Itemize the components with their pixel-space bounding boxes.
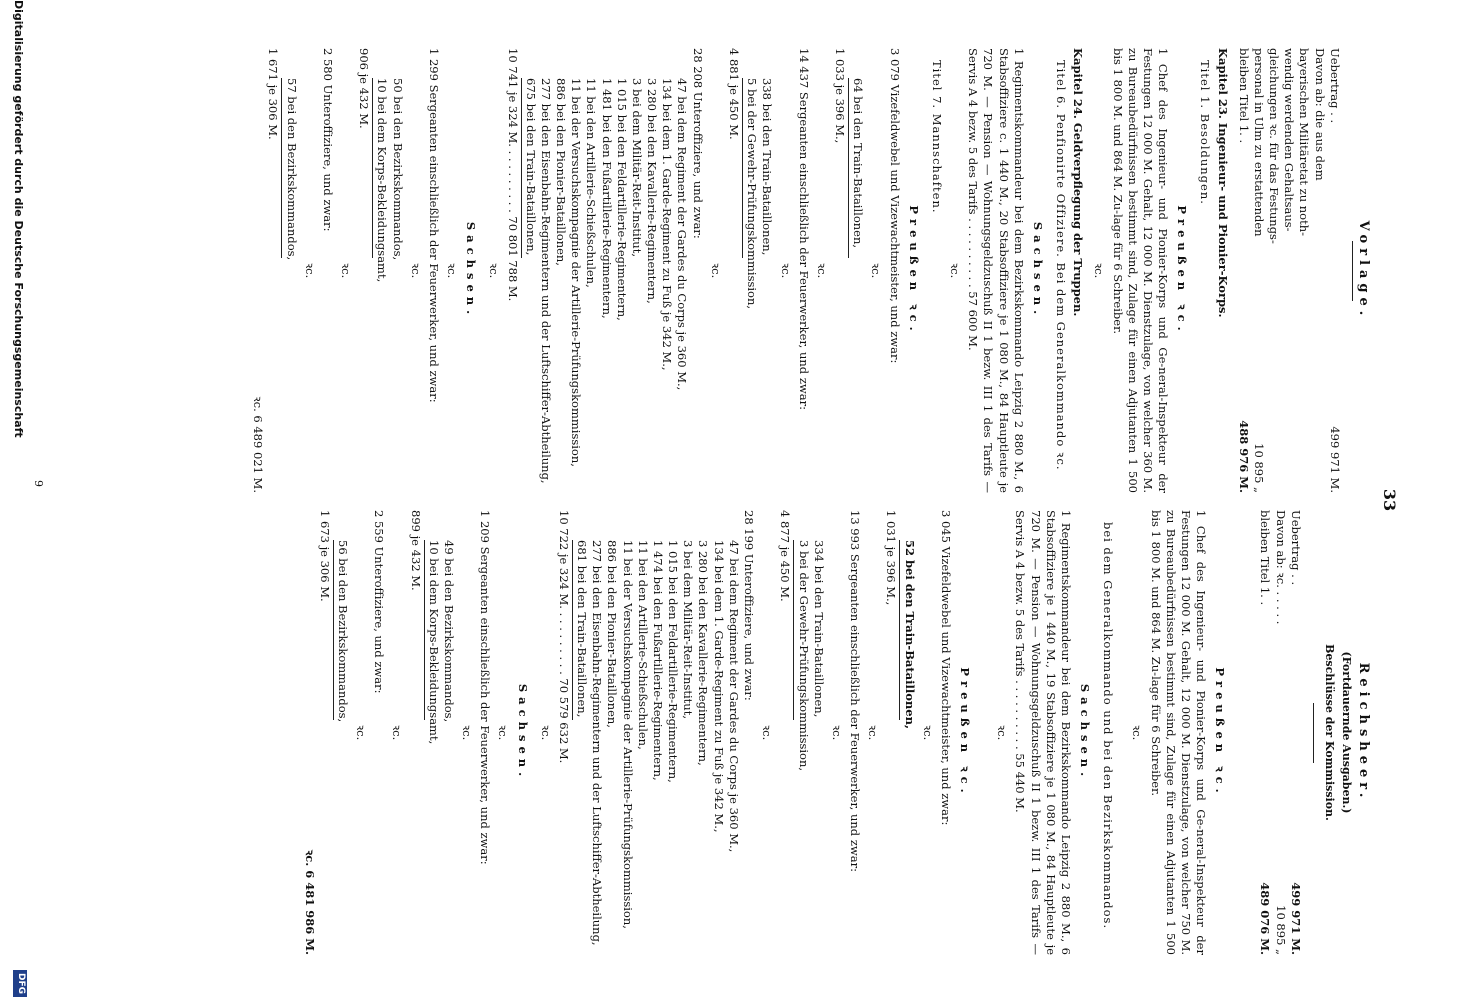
line: Davon ab: ꝛc. . . . . . 10 895 „ bbox=[1273, 510, 1288, 955]
underline bbox=[424, 540, 425, 720]
etc-mark: ꝛc. bbox=[354, 724, 369, 741]
underline bbox=[848, 78, 849, 258]
entry: 277 bei den Eisenbahn-Regimentern und der Luftschiffer-Abtheilung, bbox=[538, 78, 553, 484]
section-heading: Sachsen. bbox=[515, 683, 530, 782]
entry: 1 031 je 396 M., bbox=[884, 510, 899, 606]
entry: 886 bei den Pionier-Bataillonen, bbox=[605, 540, 620, 728]
etc-mark: ꝛc. bbox=[496, 724, 511, 741]
line: bleiben Titel 1. . 489 076 M. bbox=[1258, 510, 1273, 955]
underline bbox=[333, 540, 334, 720]
etc-mark: ꝛc. bbox=[1130, 724, 1145, 741]
entry: 3 bei der Gewehr-Prüfungskommission, bbox=[796, 540, 811, 772]
entry-total: ꝛc. 6 489 021 M. bbox=[251, 396, 266, 493]
paragraph: 1 Regimentskommandeur bei dem Bezirkskommando Leipzig 2 880 M., 6 Stabsoffiziere je 1 440 M., 19 Stabsoffiziere je 1 080 M., 84 Hauptleute je 720 M. — Pension — Wohnungsgeldzuschuß II 1 bezw. III 1 des Tarifs — Servis A 4 bezw. 5 des Tarifs . . . . . . . . . . 55 440 M. bbox=[1013, 510, 1073, 955]
line: Uebertrag . . 499 971 M. bbox=[1327, 48, 1342, 493]
etc-mark: ꝛc. bbox=[390, 724, 405, 741]
underline bbox=[521, 78, 522, 258]
entry: 28 208 Unteroffiziere, und zwar: bbox=[690, 48, 705, 239]
entry: 1 673 je 306 M. bbox=[317, 510, 332, 602]
section-heading: Sachsen. bbox=[1030, 221, 1045, 320]
chapter-heading: Kapitel 24. Geldverpflegung der Truppen. bbox=[1071, 48, 1086, 317]
paragraph: 1 Chef des Ingenieur- und Pionier-Korps und Ge-neral-Inspekteur der Festungen 12 000 M. Gehalt, 12 000 M. Dienstzulage, von welcher 750 M. zu Bureaubedürfnissen bestimmt sind, Zulage für einen Adjutanten 1 500 bis 1 800 M. und 864 M. Zu-lage für 6 Schreiber. bbox=[1148, 510, 1209, 955]
entry: 49 bei den Bezirkskommandos, bbox=[441, 540, 456, 723]
entry: 3 079 Vizefeldwebel und Vizewachtmeister, und zwar: bbox=[887, 48, 902, 364]
entry: 10 bei dem Korps-Bekleidungsamt, bbox=[375, 78, 390, 283]
underline bbox=[372, 78, 373, 258]
entry: 1 481 bei den Fußartillerie-Regimentern, bbox=[599, 78, 614, 319]
line: personal in Ulm zu erstattenden 10 895 „ bbox=[1251, 48, 1266, 493]
entry: 2 580 Unteroffiziere, und zwar: bbox=[320, 48, 335, 232]
entry: 134 bei dem 1. Garde-Regiment zu Fuß je 342 M., bbox=[711, 540, 726, 833]
entry: 11 bei der Versuchskompagnie der Artillerie-Prüfungskommission, bbox=[569, 78, 584, 467]
etc-mark: ꝛc. bbox=[1092, 262, 1107, 279]
column-beschluesse bbox=[301, 510, 1372, 955]
entry: 1 015 bei den Feldartillerie-Regimentern, bbox=[614, 78, 629, 321]
etc-mark: ꝛc. bbox=[869, 262, 884, 279]
title-heading: Titel 1. Besoldungen. bbox=[1198, 60, 1213, 205]
divider bbox=[1313, 703, 1314, 763]
entry: 13 993 Sergeanten einschließlich der Feuerwerker, und zwar: bbox=[848, 510, 863, 872]
entry: 56 bei den Bezirkskommandos, bbox=[335, 540, 350, 723]
underline bbox=[793, 540, 794, 720]
entry-total: ꝛc. 6 481 986 M. bbox=[302, 849, 317, 955]
etc-mark: ꝛc. bbox=[760, 724, 775, 741]
entry: 11 bei den Artillerie-Schießschulen, bbox=[584, 78, 599, 288]
entry: 50 bei den Bezirkskommandos, bbox=[390, 78, 405, 261]
section-heading: Preußen ꝛc. bbox=[906, 205, 921, 336]
title-heading: bei dem Generalkommando und bei den Bezirkskommandos. bbox=[1101, 522, 1116, 930]
etc-mark: ꝛc. bbox=[866, 724, 881, 741]
section-heading: Sachsen. bbox=[1078, 683, 1093, 782]
underline bbox=[742, 78, 743, 258]
title-heading: Titel 6. Penfionirte Offiziere. Bei dem Generalkommando ꝛc. bbox=[1054, 60, 1069, 471]
column-heading: Vorlage. bbox=[1356, 220, 1371, 321]
entry: 4 881 je 450 M. bbox=[727, 48, 741, 140]
column-heading: Reichsheer. bbox=[1356, 662, 1371, 803]
entry: 3 045 Vizefeldwebel und Vizewachtmeister, und zwar: bbox=[938, 510, 953, 826]
section-heading: Sachsen. bbox=[464, 221, 479, 320]
entry: 134 bei dem 1. Garde-Regiment zu Fuß je 342 M., bbox=[660, 78, 675, 371]
entry: 681 bei den Train-Bataillonen, bbox=[575, 540, 590, 718]
etc-mark: ꝛc. bbox=[778, 262, 793, 279]
etc-mark: ꝛc. bbox=[487, 262, 502, 279]
entry: 11 bei der Versuchskompagnie der Artillerie-Prüfungskommission, bbox=[620, 540, 635, 929]
column-subheading: Beschlüsse der Kommission. bbox=[1323, 644, 1337, 821]
entry: 10 722 je 324 M. . . . . . . . . . 70 579 632 M. bbox=[556, 510, 571, 764]
etc-mark: ꝛc. bbox=[708, 262, 723, 279]
entry: 4 877 je 450 M. bbox=[778, 510, 793, 602]
entry: 1 015 bei den Feldartillerie-Regimentern, bbox=[666, 540, 681, 783]
etc-mark: ꝛc. bbox=[302, 262, 317, 279]
title-heading: Titel 7. Mannschaften. bbox=[929, 60, 944, 214]
etc-mark: ꝛc. bbox=[408, 262, 423, 279]
etc-mark: ꝛc. bbox=[995, 724, 1010, 741]
page-number: 33 bbox=[1380, 488, 1399, 512]
digitization-footer bbox=[10, 0, 25, 1000]
entry: 14 437 Sergeanten einschließlich der Feuerwerker, und zwar: bbox=[796, 48, 811, 410]
column-vorlage bbox=[250, 48, 1372, 493]
entry: 1 033 je 396 M., bbox=[833, 48, 848, 144]
chapter-heading: Kapitel 23. Ingenieur- und Pionier-Korps. bbox=[1215, 48, 1230, 318]
dfg-logo: DFG bbox=[13, 970, 27, 997]
underline bbox=[281, 78, 282, 258]
entry: 899 je 432 M. bbox=[408, 510, 423, 591]
entry: 906 je 432 M. bbox=[357, 48, 372, 129]
entry: 3 bei dem Militär-Reit-Institut, bbox=[681, 540, 696, 719]
entry: 1 209 Sergeanten einschließlich der Feuerwerker, und zwar: bbox=[478, 510, 493, 865]
section-heading: Preußen ꝛc. bbox=[1213, 667, 1228, 798]
line: bayerischen Militäretat zu noth- bbox=[1297, 48, 1312, 237]
entry: 57 bei den Bezirkskommandos, bbox=[284, 78, 299, 261]
paragraph: 1 Chef des Ingenieur- und Pionier-Korps und Ge-neral-Inspekteur der Festungen 12 000 M. Gehalt, 12 000 M. Dienstzulage, von welcher 360 M. zu Bureaubedürfnissen bestimmt sind, Zulage für einen Adjutanten 1 500 bis 1 800 M. und 864 M. Zu-lage für 6 Schreiber. bbox=[1110, 48, 1171, 493]
underline bbox=[572, 540, 573, 720]
footer-text: Digitalisierung gefördert durch die Deutsche Forschungsgemeinschaft bbox=[12, 0, 25, 438]
entry: 2 559 Unteroffiziere, und zwar: bbox=[372, 510, 387, 694]
entry: 47 bei dem Regiment der Gardes du Corps je 360 M., bbox=[726, 540, 741, 853]
entry: 64 bei den Train-Bataillonen, bbox=[851, 78, 866, 249]
entry: 5 bei der Gewehr-Prüfungskommission, bbox=[745, 78, 760, 310]
etc-mark: ꝛc. bbox=[538, 724, 553, 741]
etc-mark: ꝛc. bbox=[829, 724, 844, 741]
entry: 11 bei den Artillerie-Schießschulen, bbox=[635, 540, 650, 750]
line: Davon ab: die aus dem bbox=[1312, 48, 1327, 181]
etc-mark: ꝛc. bbox=[445, 262, 460, 279]
entry: 338 bei den Train-Bataillonen, bbox=[760, 78, 775, 256]
entry: 675 bei den Train-Bataillonen, bbox=[523, 78, 538, 256]
entry: 10 741 je 324 M. . . . . . . . . . 70 801 788 M. bbox=[505, 48, 520, 302]
entry: 1 474 bei den Fußartillerie-Regimentern, bbox=[650, 540, 665, 781]
etc-mark: ꝛc. bbox=[920, 724, 935, 741]
section-heading: Preußen ꝛc. bbox=[1175, 205, 1190, 336]
etc-mark: ꝛc. bbox=[460, 724, 475, 741]
line: gleichungen ꝛc. für das Festungs- bbox=[1267, 48, 1282, 244]
column-subheading: (Fortdauernde Ausgaben.) bbox=[1339, 651, 1353, 814]
entry: 1 299 Sergeanten einschließlich der Feuerwerker, und zwar: bbox=[426, 48, 441, 403]
entry: 52 bei den Train-Bataillonen, bbox=[902, 540, 917, 729]
etc-mark: ꝛc. bbox=[814, 262, 829, 279]
entry: 47 bei dem Regiment der Gardes du Corps je 360 M., bbox=[675, 78, 690, 391]
entry: 1 671 je 306 M. bbox=[266, 48, 281, 140]
divider bbox=[1352, 241, 1353, 301]
underline bbox=[899, 540, 900, 720]
section-heading: Preußen ꝛc. bbox=[958, 667, 973, 798]
entry: 3 280 bei den Kavallerie-Regimentern, bbox=[645, 78, 660, 304]
signature-mark: 9 bbox=[32, 480, 45, 487]
entry: 10 bei dem Korps-Bekleidungsamt, bbox=[426, 540, 441, 745]
entry: 28 199 Unteroffiziere, und zwar: bbox=[742, 510, 756, 701]
entry: 334 bei den Train-Bataillonen, bbox=[811, 540, 826, 718]
entry: 3 bei dem Militär-Reit-Institut, bbox=[629, 78, 644, 257]
line: wendig werdenden Gehaltsaus- bbox=[1282, 48, 1297, 232]
paragraph: 1 Regimentskommandeur bei dem Bezirkskommando Leipzig 2 880 M., 6 Stabsoffiziere c. 1 440 M., 20 Stabsoffiziere je 1 080 M., 84 Hauptleute je 720 M. — Pension — Wohnungsgeldzuschuß II 1 bezw. III 1 des Tarifs — Servis A 4 bezw. 5 des Tarifs . . . . . . . . . . 57 600 M. bbox=[966, 48, 1026, 493]
entry: 277 bei den Eisenbahn-Regimentern und der Luftschiffer-Abtheilung, bbox=[590, 540, 605, 946]
entry: 3 280 bei den Kavallerie-Regimentern, bbox=[696, 540, 711, 766]
entry: 886 bei den Pionier-Bataillonen, bbox=[554, 78, 569, 266]
line: Uebertrag . . 499 971 M. bbox=[1288, 510, 1303, 955]
etc-mark: ꝛc. bbox=[948, 262, 963, 279]
etc-mark: ꝛc. bbox=[339, 262, 354, 279]
line: bleiben Titel 1. . 488 976 M. bbox=[1236, 48, 1251, 493]
